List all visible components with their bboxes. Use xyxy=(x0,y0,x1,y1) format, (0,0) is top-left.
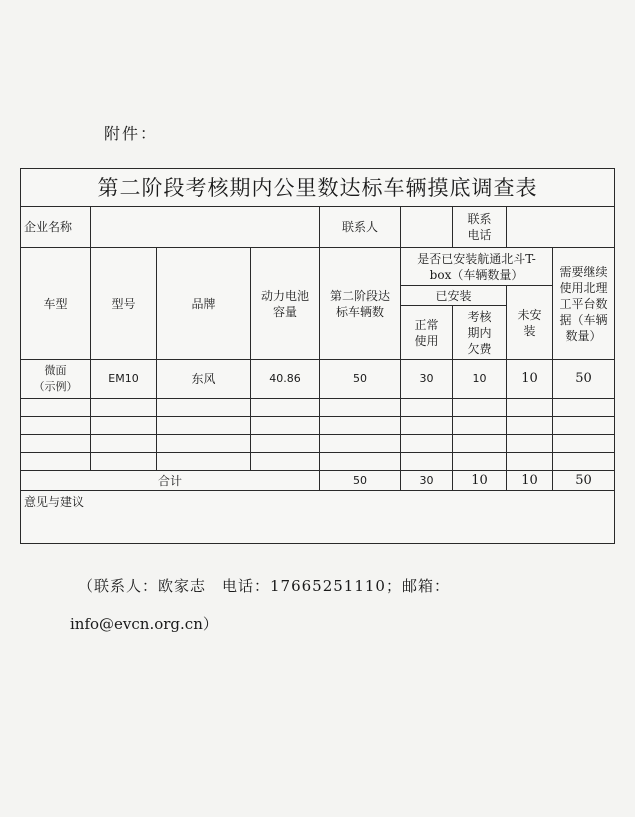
header-installed-question: 是否已安装航通北斗T-box（车辆数量） xyxy=(401,248,553,286)
contact-person-label: 联系人 xyxy=(320,207,401,248)
total-label: 合计 xyxy=(21,471,320,491)
header-vehicle-type: 车型 xyxy=(21,248,91,360)
example-continue-platform: 50 xyxy=(553,360,615,399)
company-name-label: 企业名称 xyxy=(21,207,91,248)
contact-phone-label: 联系 电话 xyxy=(453,207,507,248)
header-battery-capacity: 动力电池容量 xyxy=(251,248,320,360)
total-not-installed: 10 xyxy=(507,471,553,491)
total-period-arrears: 10 xyxy=(453,471,507,491)
header-normal-use: 正常使用 xyxy=(401,306,453,360)
header-continue-platform: 需要继续使用北理工平台数据（车辆数量） xyxy=(553,248,615,360)
example-vehicle-type: 微面 （示例） xyxy=(21,360,91,399)
contact-line: （联系人：欧家志 电话：17665251110；邮箱： xyxy=(78,577,450,595)
email-line: info@evcn.org.cn） xyxy=(70,615,218,633)
table-title: 第二阶段考核期内公里数达标车辆摸底调查表 xyxy=(21,169,615,207)
survey-table xyxy=(20,168,615,544)
table-row-total xyxy=(21,471,615,491)
opinions-field[interactable] xyxy=(21,491,615,544)
contact-phone-value[interactable] xyxy=(507,207,615,248)
example-period-arrears: 10 xyxy=(453,360,507,399)
opinions-label: 意见与建议 xyxy=(24,495,85,509)
contact-person-value[interactable] xyxy=(401,207,453,248)
header-installed: 已安装 xyxy=(401,286,507,306)
header-brand: 品牌 xyxy=(157,248,251,360)
header-period-arrears: 考核期内欠费 xyxy=(453,306,507,360)
company-name-value[interactable] xyxy=(91,207,320,248)
table-row xyxy=(21,417,615,435)
example-normal-use: 30 xyxy=(401,360,453,399)
total-stage2-qualified: 50 xyxy=(320,471,401,491)
example-stage2-qualified: 50 xyxy=(320,360,401,399)
header-stage2-qualified: 第二阶段达标车辆数 xyxy=(320,248,401,360)
table-row xyxy=(21,435,615,453)
example-battery-capacity: 40.86 xyxy=(251,360,320,399)
total-normal-use: 30 xyxy=(401,471,453,491)
table-row xyxy=(21,399,615,417)
table-row-example xyxy=(21,360,615,399)
example-brand: 东风 xyxy=(157,360,251,399)
example-not-installed: 10 xyxy=(507,360,553,399)
table-row xyxy=(21,453,615,471)
example-model: EM10 xyxy=(91,360,157,399)
total-continue-platform: 50 xyxy=(553,471,615,491)
header-not-installed: 未安装 xyxy=(507,286,553,360)
header-model: 型号 xyxy=(91,248,157,360)
attachment-label: 附件： xyxy=(104,124,159,143)
